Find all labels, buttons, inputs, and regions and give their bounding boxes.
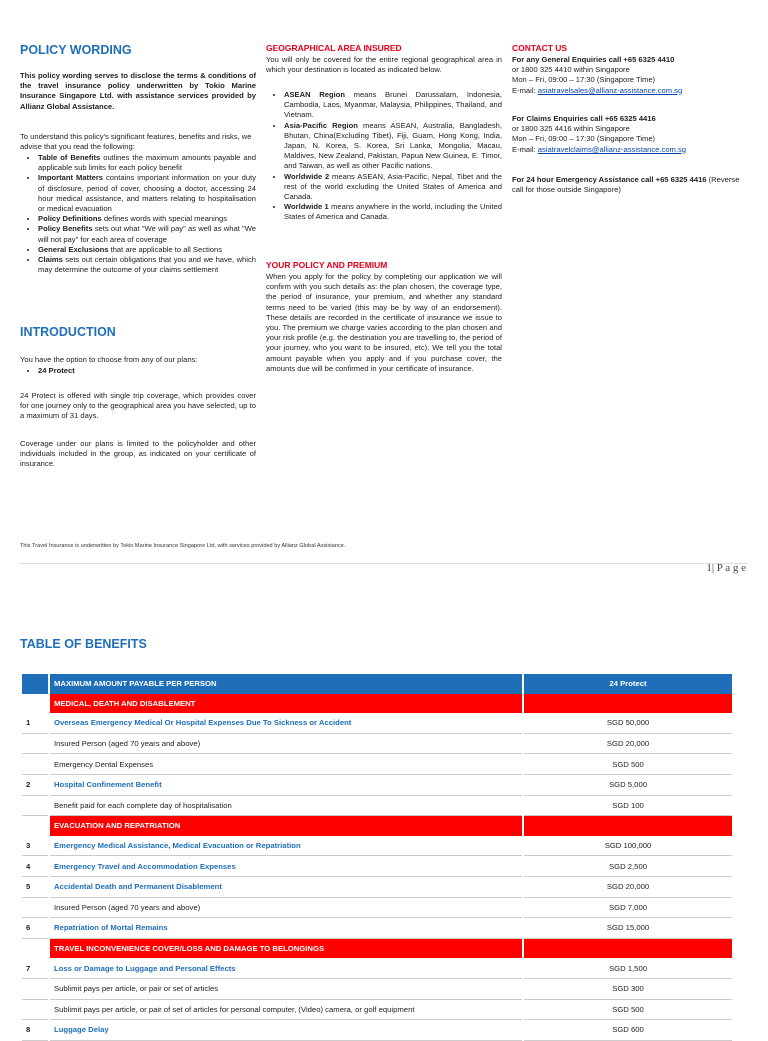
plan-item: • 24 Protect (38, 366, 274, 376)
row-amount: SGD 15,000 (524, 918, 732, 939)
row-label: Insured Person (aged 70 years and above) (50, 898, 522, 919)
list-item-text: means anywhere in the world, including the United States of America and Canada. (284, 202, 502, 222)
list-item-term: Policy Definitions (38, 214, 102, 224)
row-amount: SGD 50,000 (524, 713, 732, 734)
list-item (38, 224, 256, 244)
claims-enquiries-hours: Mon – Fri, 09:00 – 17:30 (Singapore Time) (512, 134, 656, 144)
table-row (22, 979, 732, 1000)
header-num-cell (22, 674, 48, 694)
claims-enquiries-phone: For Claims Enquiries call +65 6325 4416 (512, 114, 656, 123)
general-enquiries-phone: For any General Enquiries call +65 6325 4410 (512, 55, 675, 64)
row-number (22, 979, 48, 1000)
introduction-title: INTRODUCTION (20, 325, 116, 339)
policy-premium-title: YOUR POLICY AND PREMIUM (266, 260, 388, 270)
geo-area-title: GEOGRAPHICAL AREA INSURED (266, 43, 402, 53)
emergency-phone: For 24 hour Emergency Assistance call +65 6325 4416 (512, 175, 707, 184)
row-number (22, 694, 48, 714)
page-number-value: 1 (706, 562, 712, 574)
emergency-assistance (512, 175, 752, 195)
row-label: MEDICAL, DEATH AND DISABLEMENT (50, 694, 522, 714)
row-label: Hospital Confinement Benefit (50, 775, 522, 796)
page-label: | P a g e (711, 562, 746, 574)
list-item-term: Worldwide 2 (284, 171, 330, 181)
list-item-term: Policy Benefits (38, 224, 93, 234)
claims-enquiries-local: or 1800 325 4416 within Singapore (512, 124, 630, 134)
table-row (22, 1020, 732, 1041)
table-row (22, 754, 732, 775)
row-amount: SGD 20,000 (524, 877, 732, 898)
row-number (22, 898, 48, 919)
header-plan-cell: 24 Protect (524, 674, 732, 694)
row-amount (524, 816, 732, 836)
table-row (22, 775, 732, 796)
row-number: 7 (22, 958, 48, 979)
row-label: Emergency Travel and Accommodation Expenses (50, 856, 522, 877)
general-enquiries-block (512, 55, 752, 96)
row-label: Sublimit pays per article, or pair or set of articles (50, 979, 522, 1000)
list-item-term: Important Matters (38, 173, 104, 183)
table-header-row (22, 674, 732, 694)
row-number (22, 734, 48, 755)
row-number: 5 (22, 877, 48, 898)
row-amount: SGD 500 (524, 1000, 732, 1021)
row-number (22, 796, 48, 817)
row-number: 4 (22, 856, 48, 877)
geo-area-intro: You will only be covered for the entire regional geographical area in which your destination is located as indicated below. (266, 55, 502, 75)
list-item-text: outlines the maximum amounts payable and applicable sub limits for each policy benefit (38, 153, 256, 173)
table-section-row (22, 694, 732, 714)
row-label: Emergency Dental Expenses (50, 754, 522, 775)
claims-enquiries-block (512, 114, 752, 155)
list-item-text: sets out certain obligations that you and we have, which may determine the outcome of your claims settlement (38, 255, 256, 275)
table-of-benefits-title: TABLE OF BENEFITS (20, 637, 147, 651)
list-item-term: Table of Benefits (38, 153, 101, 162)
email-label: E-mail: (512, 144, 538, 154)
row-amount: SGD 20,000 (524, 734, 732, 755)
row-number: 8 (22, 1020, 48, 1041)
footer-divider (20, 563, 748, 564)
list-item-text: means ASEAN, Asia-Pacific, Nepal, Tibet and the rest of the world excluding the United States of America and Canada. (284, 171, 502, 202)
list-item (284, 90, 502, 121)
document-sections-list (20, 153, 256, 275)
row-number: 3 (22, 836, 48, 857)
understand-paragraph: To understand this policy's significant features, benefits and risks, we advise that you read the following: (20, 132, 252, 152)
table-row (22, 734, 732, 755)
list-item-term: Claims (38, 255, 63, 265)
list-item-text: contains important information on your duty of disclosure, period of cover, choosing a doctor, accessing 24 hour medical assistance, and matters relating to hospitalisation or medical evacuation (38, 173, 256, 214)
page-number (706, 562, 746, 574)
table-row (22, 918, 732, 939)
row-label: Accidental Death and Permanent Disablement (50, 877, 522, 898)
row-label: Overseas Emergency Medical Or Hospital Expenses Due To Sickness or Accident (50, 713, 522, 734)
list-item-text: sets out what "We will pay" as well as what "We will not pay" for each area of coverage (38, 224, 256, 244)
emergency-note: (Reverse call for those outside Singapore) (512, 175, 740, 195)
general-email-link[interactable]: asiatravelsales@allianz-assistance.com.sg (537, 85, 683, 95)
intro-bold-paragraph: This policy wording serves to disclose the terms & conditions of the travel insurance policy underwritten by Tokio Marine Insurance Singapore Ltd. with assistance services provided by Allianz Global Assistance. (20, 71, 256, 111)
row-amount: SGD 300 (524, 979, 732, 1000)
table-row (22, 898, 732, 919)
list-item (284, 172, 502, 203)
table-section-row (22, 939, 732, 959)
plan-list (20, 366, 274, 376)
row-label: EVACUATION AND REPATRIATION (50, 816, 522, 836)
row-amount: SGD 5,000 (524, 775, 732, 796)
table-row (22, 796, 732, 817)
policy-premium-text: When you apply for the policy by completing our application we will confirm with you such details as: the plan chosen, the coverage type, the period of insurance, your premium, and whether any standard terms need to be varied (this may be by way of an endorsement). These details are recorded in the certificate of insurance we issue to you. The premium we charge varies according to the plan chosen and your risk profile (e.g. the destination you are travelling to, the period of your journey, who you want to be insured, etc). We tell you the total amount payable when you apply and if you purchase cover, the amounts due will be confirmed in your certificate of insurance. (266, 272, 502, 373)
row-label: Sublimit pays per article, or pair of set of articles for personal computer, (Video) camera, or golf equipment (50, 1000, 522, 1021)
header-label-cell: MAXIMUM AMOUNT PAYABLE PER PERSON (50, 674, 522, 694)
row-label: Loss or Damage to Luggage and Personal Effects (50, 958, 522, 979)
list-item (38, 214, 256, 224)
regions-list (266, 90, 502, 223)
table-row (22, 1000, 732, 1021)
general-enquiries-hours: Mon – Fri, 09:00 – 17:30 (Singapore Time) (512, 75, 656, 85)
coverage-paragraph: Coverage under our plans is limited to the policyholder and other individuals included in the group, as indicated on your certificate of insurance. (20, 439, 256, 469)
table-row (22, 856, 732, 877)
list-item-text: means ASEAN, Australia, Bangladesh, Bhutan, China(Excluding Tibet), Fiji, Guam, Hong Kong, India, Japan, N. Korea, S. Korea, Sri Lanka, Mongolia, Macau, Maldives, New Zealand, Pakistan, Papua New Guinea, E. Timor, and Taiwan, as well as other Pacific nations. (284, 120, 502, 171)
list-item (38, 255, 256, 275)
list-item-term: Asia-Pacific Region (284, 120, 358, 130)
email-label: E-mail: (512, 85, 538, 95)
row-label: Luggage Delay (50, 1020, 522, 1041)
row-amount (524, 694, 732, 714)
row-label: TRAVEL INCONVENIENCE COVER/LOSS AND DAMAGE TO BELONGINGS (50, 939, 522, 959)
row-amount: SGD 2,500 (524, 856, 732, 877)
list-item-text: means Brunei Darussalam, Indonesia, Cambodia, Laos, Myanmar, Malaysia, Philippines, Thailand, and Vietnam. (284, 90, 502, 120)
list-item (38, 153, 256, 173)
row-amount: SGD 7,000 (524, 898, 732, 919)
row-amount: SGD 600 (524, 1020, 732, 1041)
list-item (284, 202, 502, 222)
table-row (22, 958, 732, 979)
list-item-text: that are applicable to all Sections (108, 244, 223, 254)
row-number: 2 (22, 775, 48, 796)
table-row (22, 877, 732, 898)
contact-us-title: CONTACT US (512, 43, 568, 53)
row-amount: SGD 1,500 (524, 958, 732, 979)
row-number (22, 754, 48, 775)
row-number (22, 816, 48, 836)
plan-description: 24 Protect is offered with single trip coverage, which provides cover for one journey only to the geographical area you have selected, up to a maximum of 31 days. (20, 391, 256, 421)
underwriter-footnote: This Travel Insurance is underwritten by Tokio Marine Insurance Singapore Ltd, with services provided by Allianz Global Assistance. (20, 543, 346, 549)
list-item (284, 121, 502, 172)
list-item-term: Worldwide 1 (284, 202, 329, 212)
policy-wording-title: POLICY WORDING (20, 43, 132, 57)
row-amount (524, 939, 732, 959)
row-number: 1 (22, 713, 48, 734)
table-section-row (22, 816, 732, 836)
row-label: Emergency Medical Assistance, Medical Evacuation or Repatriation (50, 836, 522, 857)
list-item-text: defines words with special meanings (101, 214, 228, 224)
row-label: Benefit paid for each complete day of hospitalisation (50, 796, 522, 817)
list-item (38, 173, 256, 214)
row-label: Repatriation of Mortal Remains (50, 918, 522, 939)
row-number (22, 939, 48, 959)
row-amount: SGD 100 (524, 796, 732, 817)
general-enquiries-local: or 1800 325 4410 within Singapore (512, 65, 630, 75)
plan-option-text: You have the option to choose from any of our plans: (20, 355, 198, 364)
benefits-table (20, 674, 734, 1041)
claims-email-link[interactable]: asiatravelclaims@allianz-assistance.com.sg (537, 144, 686, 154)
list-item (38, 245, 256, 255)
table-row (22, 713, 732, 734)
table-row (22, 836, 732, 857)
list-item-term: ASEAN Region (284, 90, 345, 99)
row-amount: SGD 100,000 (524, 836, 732, 857)
row-number: 6 (22, 918, 48, 939)
row-number (22, 1000, 48, 1021)
row-amount: SGD 500 (524, 754, 732, 775)
row-label: Insured Person (aged 70 years and above) (50, 734, 522, 755)
list-item-term: General Exclusions (38, 244, 109, 254)
